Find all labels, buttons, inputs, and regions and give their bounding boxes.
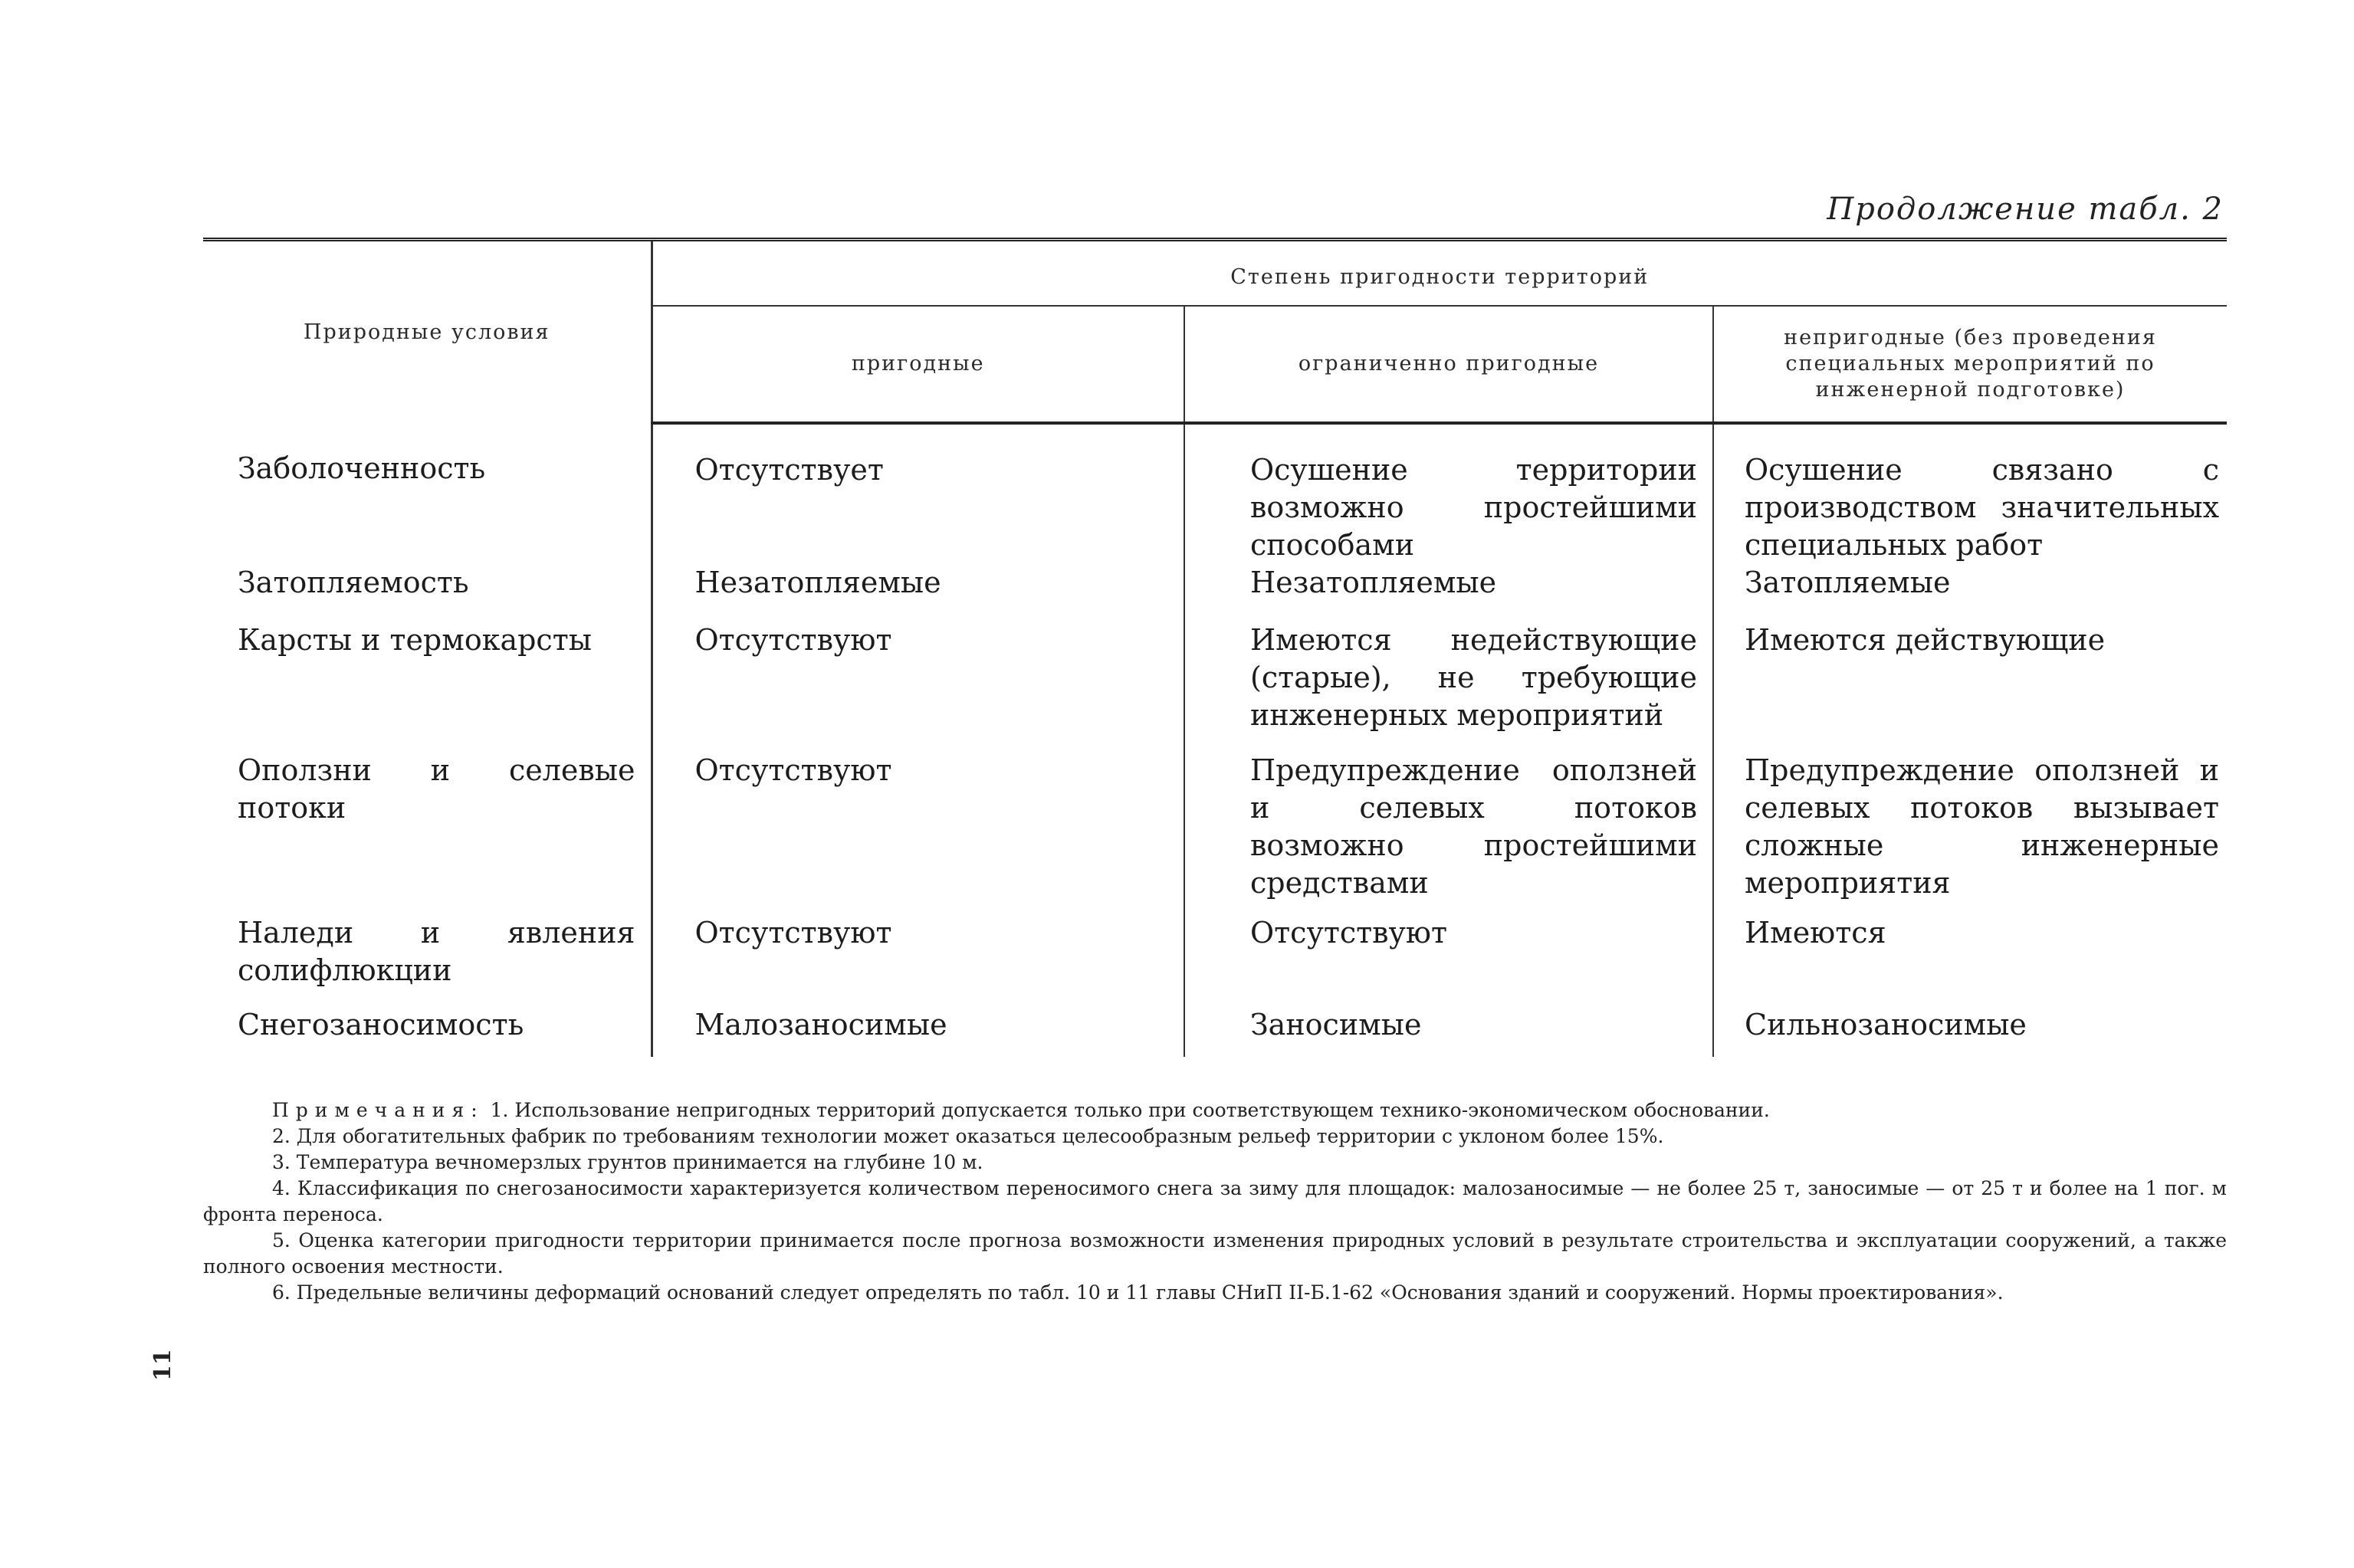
cell-condition: Карсты и термокарсты: [203, 622, 652, 752]
note-text: 1. Использование непригодных территорий допускается только при соответствующем технико-экономическом обосновании.: [490, 1099, 1770, 1121]
cell-suitable: Отсутствуют: [652, 752, 1184, 914]
note-item: 2. Для обогатительных фабрик по требованиям технологии может оказаться целесообразным рельеф территории с уклоном более 15%.: [272, 1125, 1664, 1147]
header-unsuitable: непригодные (без проведения специальных мероприятий по инженерной подготовке): [1713, 306, 2227, 423]
cell-condition: Снегозаносимость: [203, 1006, 652, 1057]
cell-suitable: Отсутствуют: [652, 914, 1184, 1006]
cell-condition: Заболоченность: [203, 423, 652, 564]
cell-condition: Оползни и селевые потоки: [203, 752, 652, 914]
table-row: [203, 914, 2227, 1006]
table-row: [203, 622, 2227, 752]
cell-limited: Имеются недействующие (старые), не требующие инженерных мероприятий: [1184, 622, 1713, 752]
header-suitable: пригодные: [652, 306, 1184, 423]
table-row: [203, 564, 2227, 622]
header-limited: ограниченно пригодные: [1184, 306, 1713, 423]
cell-unsuitable: Имеются действующие: [1745, 623, 2106, 657]
cell-limited: Заносимые: [1184, 1006, 1713, 1057]
note-item: 3. Температура вечномерзлых грунтов принимается на глубине 10 м.: [272, 1151, 983, 1173]
cell-unsuitable: Имеются: [1745, 916, 1886, 950]
cell-unsuitable: Сильнозаносимые: [1745, 1008, 2027, 1042]
header-natural-conditions: Природные условия: [203, 240, 652, 424]
note-item: 6. Предельные величины деформаций оснований следует определять по табл. 10 и 11 главы СНиП II-Б.1-62 «Основания зданий и сооружений. Нормы проектирования».: [272, 1281, 2004, 1304]
table-row: [203, 1006, 2227, 1057]
cell-limited: Отсутствуют: [1184, 914, 1713, 1006]
table-caption: Продолжение табл. 2: [1827, 192, 2224, 227]
cell-suitable: Отсутствует: [652, 423, 1184, 564]
page-number: 11: [149, 1349, 176, 1381]
cell-unsuitable: Затопляемые: [1745, 566, 1951, 599]
cell-limited: Незатопляемые: [1184, 564, 1713, 622]
cell-condition: Затопляемость: [203, 564, 652, 622]
cell-unsuitable: Осушение связано с производством значительных специальных работ: [1745, 453, 2219, 562]
cell-suitable: Малозаносимые: [652, 1006, 1184, 1057]
table-row: [203, 752, 2227, 914]
suitability-table: [203, 238, 2227, 1057]
header-row: [203, 240, 2227, 307]
notes-section: [203, 1097, 2227, 1306]
cell-suitable: Незатопляемые: [652, 564, 1184, 622]
notes-heading: Примечания:: [272, 1099, 484, 1121]
table-row: [203, 423, 2227, 564]
cell-suitable: Отсутствуют: [652, 622, 1184, 752]
note-item: 5. Оценка категории пригодности территории принимается после прогноза возможности изменения природных условий в результате строительства и эксплуатации сооружений, а также полного освоения местности.: [203, 1229, 2227, 1278]
cell-unsuitable: Предупреждение оползней и селевых потоков вызывает сложные инженерные мероприятия: [1745, 753, 2219, 900]
note-item: [203, 1097, 2227, 1124]
header-suitability-degree: Степень пригодности территорий: [652, 240, 2227, 307]
note-item: 4. Классификация по снегозаносимости характеризуется количеством переносимого снега за зиму для площадок: малозаносимые — не более 25 т, заносимые — от 25 т и более на 1 пог. м фронта переноса.: [203, 1177, 2227, 1225]
cell-limited: Предупреждение оползней и селевых потоков возможно простейшими средствами: [1184, 752, 1713, 914]
cell-limited: Осушение территории возможно простейшими способами: [1184, 423, 1713, 564]
cell-condition: Наледи и явления солифлюкции: [203, 914, 652, 1006]
